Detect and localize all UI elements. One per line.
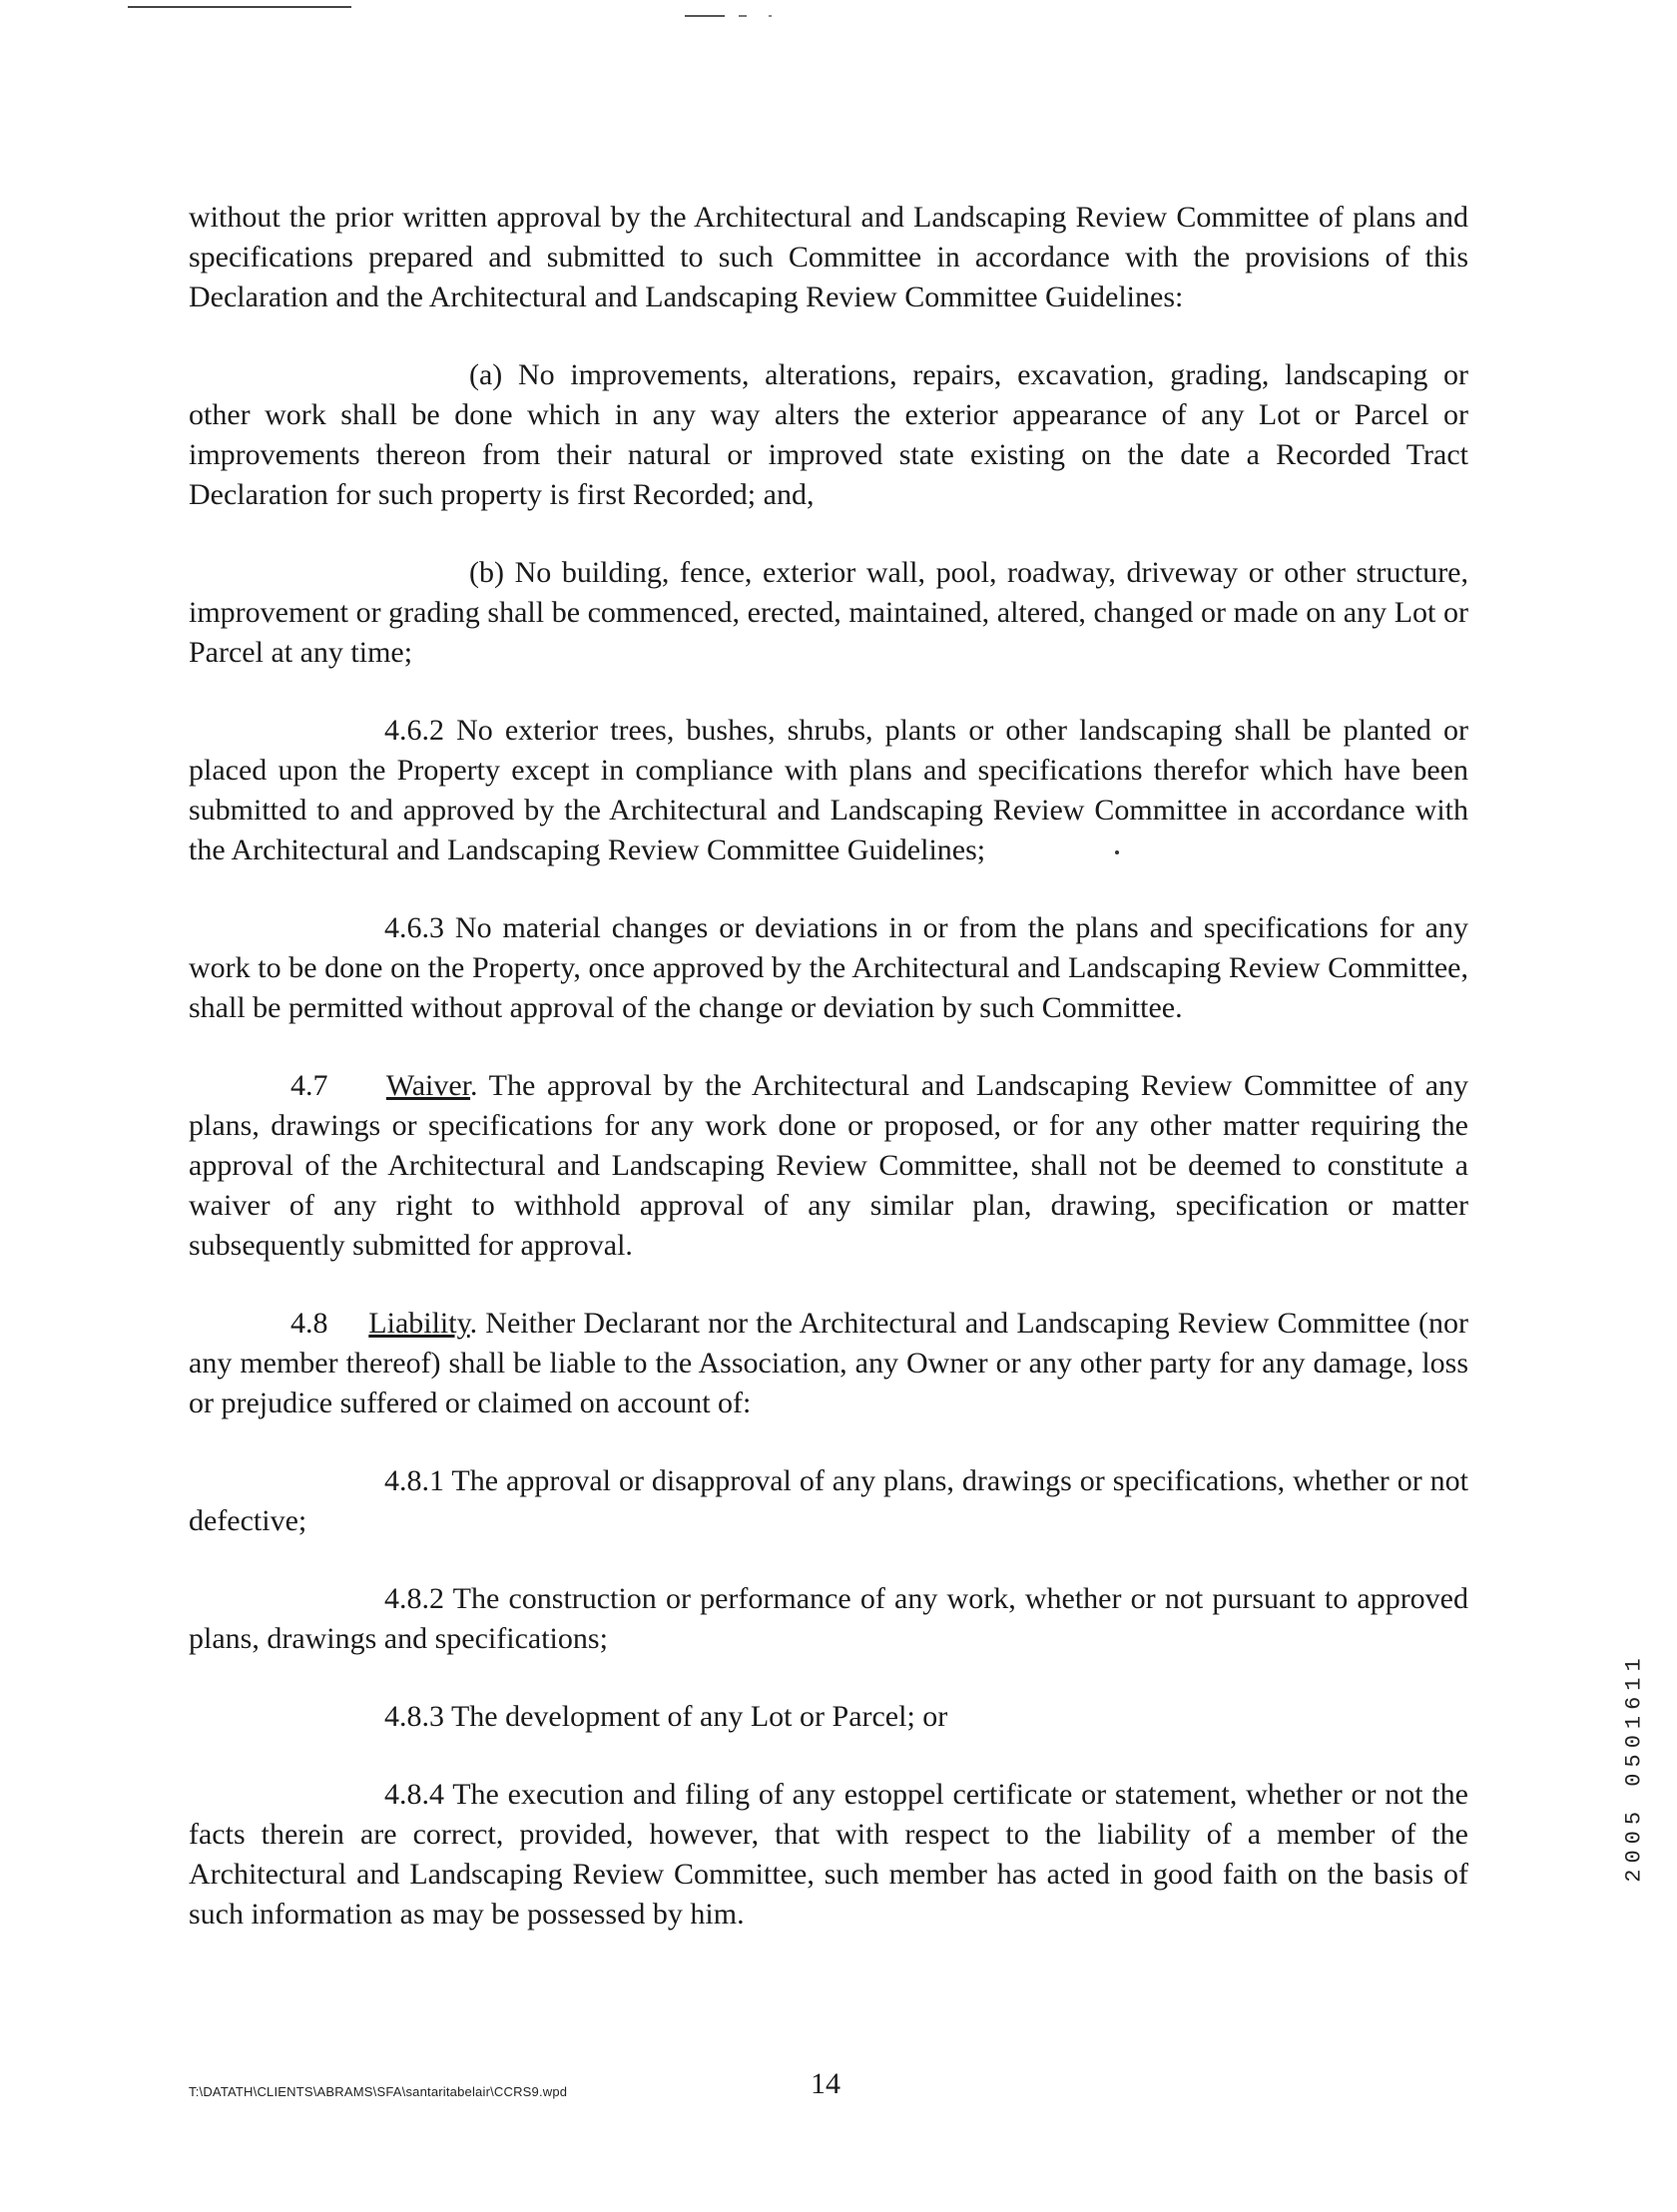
document-body	[189, 198, 1468, 1972]
section-4-8-1: 4.8.1 The approval or disapproval of any plans, drawings or specifications, whether or not defective;	[189, 1464, 1468, 1537]
recording-stamp-text: 2005 0501611	[1621, 1651, 1647, 1883]
section-4-8-text: . Neither Declarant nor the Architectural and Landscaping Review Committee (nor any member thereof) shall be liable to the Association, any Owner or any other party for any damage, loss or prejudice suffered or claimed on account of:	[189, 1307, 1469, 1419]
section-4-7-heading: Waiver	[385, 1069, 471, 1102]
clause-a: (a) No improvements, alterations, repairs, excavation, grading, landscaping or other work shall be done which in any way alters the exterior appearance of any Lot or Parcel or improvements thereon from their natural or improved state existing on the date a Recorded Tract Declaration for such property is first Recorded; and,	[189, 358, 1468, 511]
page-number: 14	[811, 2067, 840, 2100]
top-rule-center	[685, 15, 725, 17]
section-4-8	[189, 1304, 1468, 1423]
section-4-6-2	[189, 711, 1468, 870]
top-rule-left	[128, 6, 351, 8]
section-4-7-text: . The approval by the Architectural and Landscaping Review Committee of any plans, drawings or specifications for any work done or proposed, or for any other matter requiring the approval of the Architectural and Landscaping Review Committee, shall not be deemed to constitute a waiver of any right to withhold approval of any similar plan, drawing, specification or matter subsequently submitted for approval.	[189, 1069, 1469, 1262]
recording-stamp	[1619, 1587, 1649, 1946]
section-4-8-2: 4.8.2 The construction or performance of any work, whether or not pursuant to approved plans, drawings and specifications;	[189, 1582, 1468, 1655]
footer-file-path: T:\DATATH\CLIENTS\ABRAMS\SFA\santaritabelair\CCRS9.wpd	[189, 2084, 568, 2099]
section-4-7-number: 4.7	[290, 1069, 328, 1102]
section-4-8-3: 4.8.3 The development of any Lot or Parcel; or	[384, 1700, 948, 1733]
section-4-6-3: 4.6.3 No material changes or deviations in or from the plans and specifications for any work to be done on the Property, once approved by the Architectural and Landscaping Review Committee, shall be permitted without approval of the change or deviation by such Committee.	[189, 911, 1468, 1024]
clause-b: (b) No building, fence, exterior wall, pool, roadway, driveway or other structure, improvement or grading shall be commenced, erected, maintained, altered, changed or made on any Lot or Parcel at any time;	[189, 556, 1468, 669]
section-4-8-heading: Liability	[368, 1307, 470, 1340]
section-4-8-4: 4.8.4 The execution and filing of any estoppel certificate or statement, whether or not the facts therein are correct, provided, however, that with respect to the liability of a member of the Architectural and Landscaping Review Committee, such member has acted in good faith on the basis of such information as may be possessed by him.	[189, 1778, 1468, 1931]
intro-paragraph: without the prior written approval by the Architectural and Landscaping Review Committee of plans and specifications prepared and submitted to such Committee in accordance with the provisions of this Declaration and the Architectural and Landscaping Review Committee Guidelines:	[189, 201, 1468, 313]
top-rule-center-tail	[739, 15, 747, 17]
top-mark	[769, 15, 772, 17]
section-4-8-number: 4.8	[290, 1307, 328, 1340]
section-4-7	[189, 1066, 1468, 1266]
section-4-6-2-text: 4.6.2 No exterior trees, bushes, shrubs, plants or other landscaping shall be planted or placed upon the Property except in compliance with plans and specifications therefor which have been submitted to and approved by the Architectural and Landscaping Review Committee in accordance with the Architectural and Landscaping Review Committee Guidelines;	[189, 714, 1468, 866]
stray-mark	[1115, 850, 1119, 854]
